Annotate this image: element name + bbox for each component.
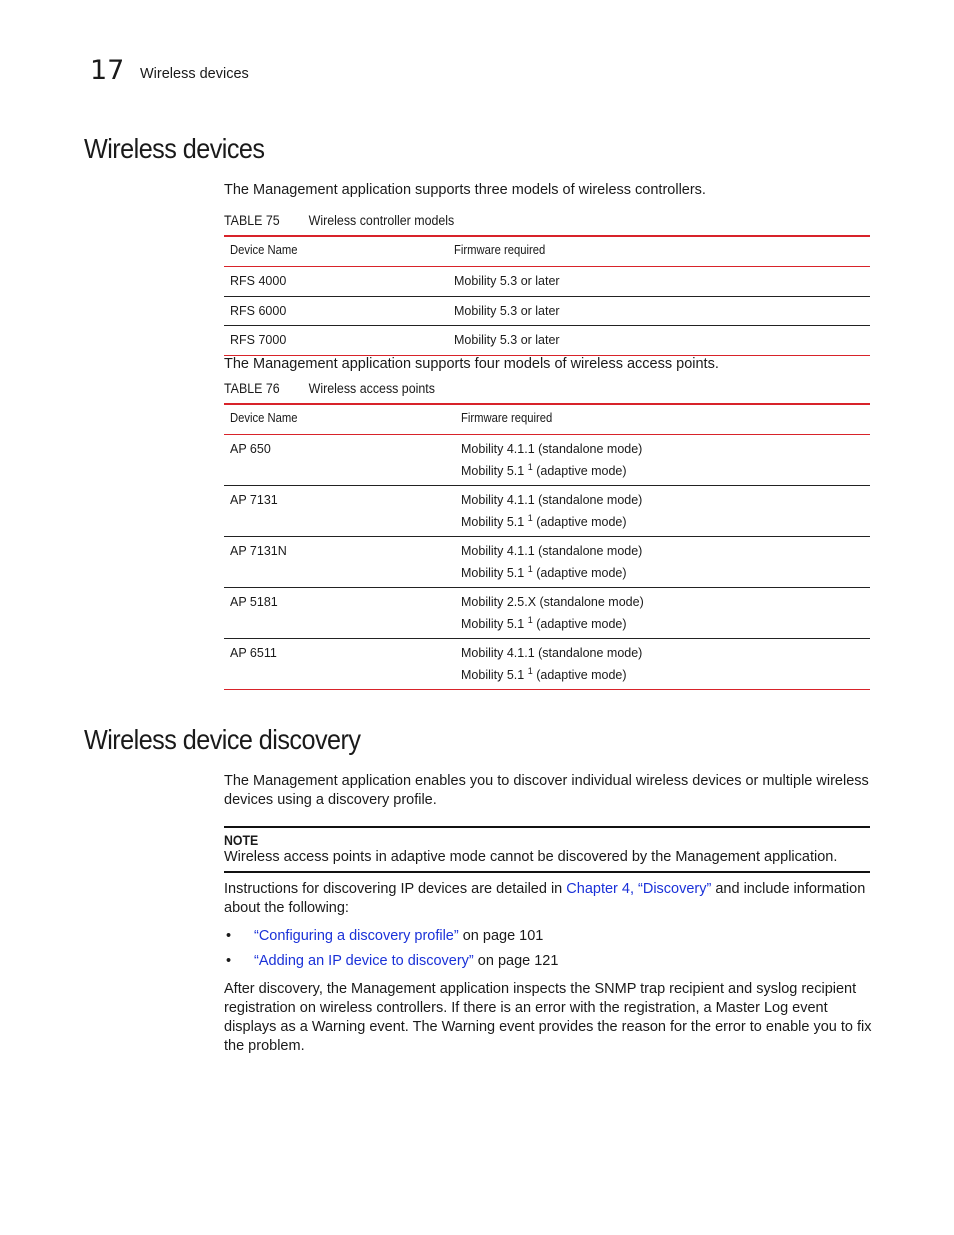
- bullet-icon: •: [226, 928, 232, 944]
- table-title: Wireless access points: [308, 381, 435, 396]
- list-item: • “Adding an IP device to discovery” on page 121: [226, 953, 559, 969]
- footnote-ref: 1: [527, 563, 533, 574]
- table-header-row: [224, 404, 870, 435]
- footnote-ref: 1: [527, 461, 533, 472]
- adding-ip-device-link[interactable]: “Adding an IP device to discovery”: [254, 953, 474, 969]
- running-title: Wireless devices: [140, 66, 249, 82]
- device-name-cell: RFS 7000: [224, 326, 448, 356]
- device-name-cell: AP 6511: [224, 639, 455, 690]
- footnote-ref: 1: [527, 614, 533, 625]
- note-label: NOTE: [224, 832, 259, 848]
- note-box: [224, 826, 870, 873]
- reference-list: [224, 927, 558, 977]
- bullet-icon: •: [226, 953, 232, 969]
- device-name-cell: AP 7131N: [224, 537, 455, 588]
- table-row: [224, 326, 870, 356]
- wireless-controller-table: [224, 235, 870, 356]
- firmware-cell: Mobility 5.3 or later: [448, 296, 870, 326]
- device-name-cell: RFS 4000: [224, 267, 448, 297]
- wireless-access-points-table: [224, 403, 870, 690]
- list-item: • “Configuring a discovery profile” on page 101: [226, 928, 544, 944]
- firmware-cell: Mobility 4.1.1 (standalone mode) Mobility 5.1 $^1$ (adaptive mode): [455, 639, 870, 690]
- firmware-cell: Mobility 4.1.1 (standalone mode) Mobility 5.1 $^1$ (adaptive mode): [455, 435, 870, 486]
- column-header: Firmware required: [455, 404, 870, 435]
- section-intro: The Management application supports three models of wireless controllers.: [224, 182, 706, 198]
- instructions-paragraph: Instructions for discovering IP devices are detailed in Chapter 4, “Discovery” and include information about the following:: [224, 881, 866, 916]
- table-caption: [224, 381, 435, 396]
- column-header: Firmware required: [448, 236, 870, 267]
- section-intro: The Management application supports four models of wireless access points.: [224, 356, 719, 372]
- chapter-4-discovery-link[interactable]: Chapter 4, “Discovery”: [566, 881, 712, 897]
- note-text: Wireless access points in adaptive mode cannot be discovered by the Management application.: [224, 849, 838, 865]
- table-caption: [224, 213, 454, 228]
- footnote-ref: 1: [527, 512, 533, 523]
- table-row: [224, 486, 870, 537]
- firmware-cell: Mobility 5.3 or later: [448, 267, 870, 297]
- device-name-cell: RFS 6000: [224, 296, 448, 326]
- firmware-cell: Mobility 2.5.X (standalone mode) Mobility 5.1 $^1$ (adaptive mode): [455, 588, 870, 639]
- table-title: Wireless controller models: [308, 213, 455, 228]
- device-name-cell: AP 5181: [224, 588, 455, 639]
- table-row: [224, 296, 870, 326]
- column-header: Device Name: [224, 404, 455, 435]
- table-row: [224, 537, 870, 588]
- device-name-cell: AP 7131: [224, 486, 455, 537]
- column-header: Device Name: [224, 236, 448, 267]
- chapter-number: 17: [90, 55, 125, 86]
- table-label: TABLE 76: [224, 381, 280, 396]
- section-intro: The Management application enables you to discover individual wireless devices or multiple wireless devices using a discovery profile.: [224, 773, 869, 808]
- configuring-discovery-profile-link[interactable]: “Configuring a discovery profile”: [254, 928, 459, 944]
- table-label: TABLE 75: [224, 213, 280, 228]
- section-title-wireless-device-discovery: Wireless device discovery: [84, 724, 361, 755]
- section-title-wireless-devices: Wireless devices: [84, 133, 265, 164]
- table-row: [224, 267, 870, 297]
- firmware-cell: Mobility 4.1.1 (standalone mode) Mobility 5.1 $^1$ (adaptive mode): [455, 486, 870, 537]
- table-row: [224, 639, 870, 690]
- table-row: [224, 435, 870, 486]
- firmware-cell: Mobility 4.1.1 (standalone mode) Mobility 5.1 $^1$ (adaptive mode): [455, 537, 870, 588]
- device-name-cell: AP 650: [224, 435, 455, 486]
- firmware-cell: Mobility 5.3 or later: [448, 326, 870, 356]
- table-row: [224, 588, 870, 639]
- footnote-ref: 1: [527, 665, 533, 676]
- after-discovery-paragraph: After discovery, the Management application inspects the SNMP trap recipient and syslog recipient registration on wireless controllers. If there is an error with the registration, a Master Log event displays as a Warning event. The Warning event provides the reason for the error to enable you to fix the problem.: [224, 981, 872, 1054]
- table-header-row: [224, 236, 870, 267]
